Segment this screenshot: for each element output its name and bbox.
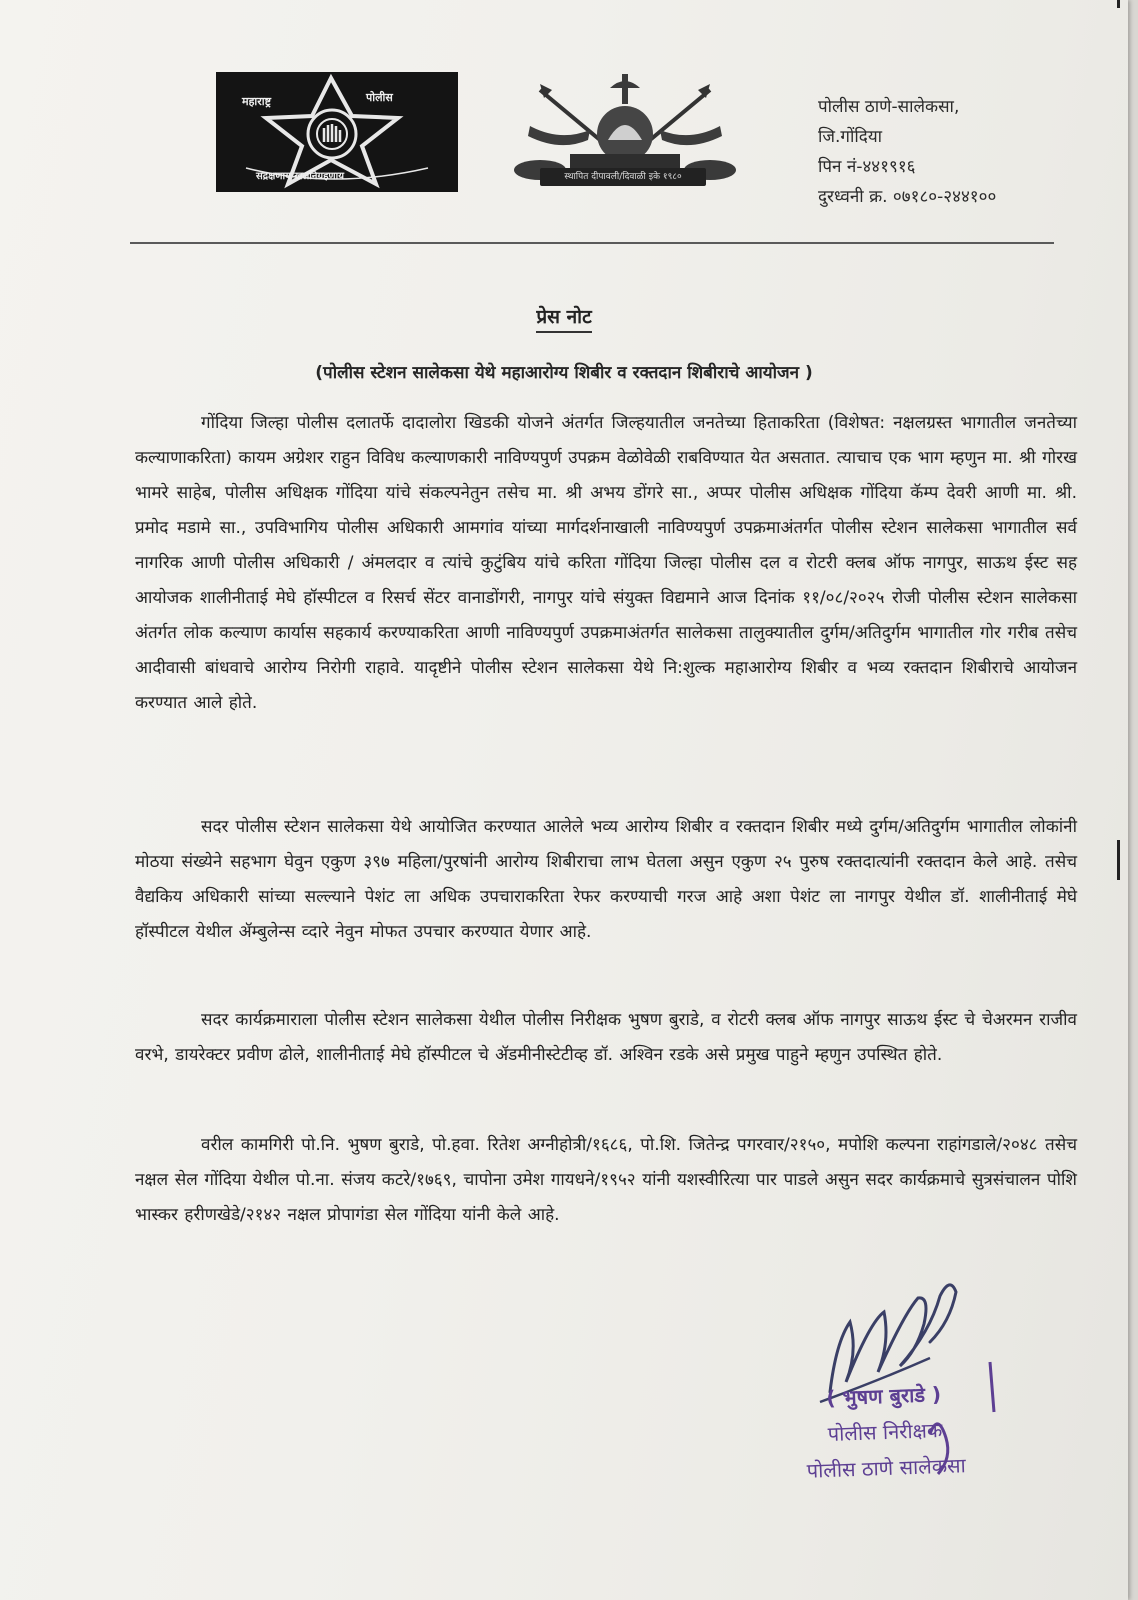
station-address: [818, 92, 996, 212]
document-title: प्रेस नोट: [536, 306, 591, 333]
address-line: पिन नं-४४१९१६: [818, 157, 916, 177]
body-paragraph: वरील कामगिरी पो.नि. भुषण बुराडे, पो.हवा. रितेश अग्नीहोत्री/१६८६, पो.शि. जितेन्द्र पगरवार/२१५०, मपोशि कल्पना राहांगडाले/२०४८ तसेच नक्षल सेल गोंदिया येथील पो.ना. संजय कटरे/१७६९, चापोना उमेश गायधने/१९५२ यांनी यशस्वीरित्या पार पाडले असुन सदर कार्यक्रमाचे सुत्रसंचालन पोशि भास्कर हरीणखेडे/२१४२ नक्षल प्रोपागंडा सेल गोंदिया यांनी केले आहे.: [135, 1135, 1077, 1225]
emblem-caption: स्थापित दीपावली/दिवाळी इके १९८०: [540, 168, 706, 186]
logo-text-right: पोलीस: [366, 91, 393, 104]
logo-motto: सद्रक्षणाय खलनिग्रहणाय: [256, 171, 345, 182]
address-line: पोलीस ठाणे-सालेकसा,: [818, 97, 960, 117]
maharashtra-police-logo: [216, 72, 458, 192]
body-paragraph: सदर पोलीस स्टेशन सालेकसा येथे आयोजित करण्यात आलेले भव्य आरोग्य शिबीर व रक्तदान शिबीर मध्ये दुर्गम/अतिदुर्गम भागातील लोकांनी मोठया संख्येने सहभाग घेवुन एकुण ३९७ महिला/पुरषांनी आरोग्य शिबीराचा लाभ घेतला असुन एकुण २५ पुरुष रक्तदात्यांनी रक्तदान केले आहे. तसेच वैद्यकिय अधिकारी सांच्या सल्ल्याने पेशंट ला अधिक उपचाराकरिता रेफर करण्याची गरज आहे अशा पेशंट ला नागपुर येथील डॉ. शालीनीताई मेघे हॉस्पीटल येथील ॲम्बुलेन्स व्दारे नेवुन मोफत उपचार करण्यात येणार आहे.: [135, 817, 1077, 942]
header-divider: [130, 242, 1054, 244]
logo-text-left: महाराष्ट्र: [242, 95, 272, 108]
official-stamp: [778, 1374, 992, 1489]
stamp-name: ( भुषण बुराडे ): [825, 1382, 942, 1411]
page-edge-mark: [1117, 840, 1120, 880]
document-subtitle: (पोलीस स्टेशन सालेकसा येथे महाआरोग्य शिबीर व रक्तदान शिबीराचे आयोजन ): [315, 363, 813, 383]
stamp-designation: पोलीस निरीक्षक: [827, 1418, 943, 1446]
document-title-wrap: [0, 303, 1128, 329]
stamp-station: पोलीस ठाणे सालेकसा: [806, 1453, 967, 1483]
body-paragraph: गोंदिया जिल्हा पोलीस दलातर्फे दादालोरा खिडकी योजने अंतर्गत जिल्हयातील जनतेच्या हिताकरिता (विशेषत: नक्षलग्रस्त भागातील जनतेच्या कल्याणाकरिता) कायम अग्रेशर राहुन विविध कल्याणकारी नाविण्यपुर्ण उपक्रम वेळोवेळी राबविण्यात येत असतात. त्याचाच एक भाग म्हणुन मा. श्री गोरख भामरे साहेब, पोलीस अधिक्षक गोंदिया यांचे संकल्पनेतुन तसेच मा. श्री अभय डोंगरे सा., अप्पर पोलीस अधिक्षक गोंदिया कॅम्प देवरी आणी मा. श्री. प्रमोद मडामे सा., उपविभागिय पोलीस अधिकारी आमगांव यांच्या मार्गदर्शनाखाली नाविण्यपुर्ण उपक्रमाअंतर्गत पोलीस स्टेशन सालेकसा भागातील सर्व नागरिक आणी पोलीस अधिकारी / अंमलदार व त्यांचे कुटुंबिय यांचे करिता गोंदिया जिल्हा पोलीस दल व रोटरी क्लब ऑफ नागपुर, साऊथ ईस्ट सह आयोजक शालीनीताई मेघे हॉस्पीटल व रिसर्च सेंटर वानाडोंगरी, नागपुर यांचे संयुक्त विद्यमाने आज दिनांक ११/०८/२०२५ रोजी पोलीस स्टेशन सालेकसा अंतर्गत लोक कल्याण कार्यास सहकार्य करण्याकरिता आणी नाविण्यपुर्ण उपक्रमाअंतर्गत सालेकसा तालुक्यातील दुर्गम/अतिदुर्गम भागातील गोर गरीब तसेच आदीवासी बांधवाचे आरोग्य निरोगी राहावे. यादृष्टीने पोलीस स्टेशन सालेकसा येथे नि:शुल्क महाआरोग्य शिबीर व भव्य रक्तदान शिबीराचे आयोजन करण्यात आले होते.: [135, 413, 1077, 713]
page-edge-mark: [1117, 0, 1120, 8]
body-paragraph: सदर कार्यक्रमाराला पोलीस स्टेशन सालेकसा येथील पोलीस निरीक्षक भुषण बुराडे, व रोटरी क्लब ऑफ नागपुर साऊथ ईस्ट चे चेअरमन राजीव वरभे, डायरेक्टर प्रवीण ढोले, शालीनीताई मेघे हॉस्पीटल चे ॲडमीनीस्टेटीव्ह डॉ. अश्विन रडके असे प्रमुख पाहुने म्हणुन उपस्थित होते.: [135, 1010, 1077, 1065]
address-line: जि.गोंदिया: [818, 127, 883, 147]
address-line: दुरध्वनी क्र. ०७१८०-२४४१००: [818, 187, 997, 207]
